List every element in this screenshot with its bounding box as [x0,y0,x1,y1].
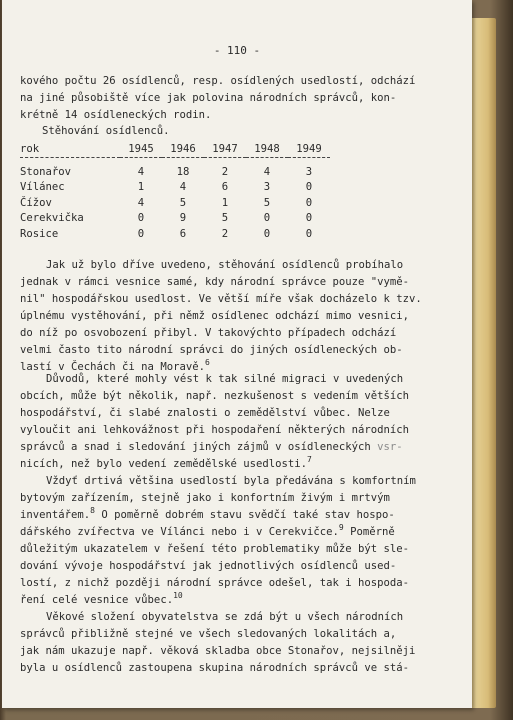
village-name: Rosice [20,227,59,240]
text-line: důležitým ukazatelem v řešení této problematiky může být sle- [20,543,410,555]
text-line [20,440,403,455]
table-cell: 1 [221,196,229,209]
table-cell: 0 [305,212,313,225]
table-cell: 0 [305,227,313,240]
table-row [20,195,330,211]
text-line: Vždyť drtivá většina usedlostí byla předávána s komfortním [46,475,416,487]
table-cell: 4 [179,181,187,194]
text-span: správců a snad i sledování jiných zájmů v osídleneckých [20,441,378,453]
text-line: obcích, může být několik, např. nezkušenost s vedením větších [20,390,410,402]
text-span: ření celé vesnice vůbec. [20,594,174,606]
faint-text: vsr- [377,441,403,453]
table-cell: 4 [263,165,271,178]
table-cell: 5 [221,212,229,225]
table-cell: 6 [221,181,229,194]
table-cell: 2 [221,227,229,240]
text-line: Důvodů, které mohly vést k tak silné migraci v uvedených [46,373,404,385]
text-span: dářského zvířectva ve Vílánci nebo i v Cerekvičce. [20,526,339,538]
table-header-label: rok [20,143,40,155]
table-row [20,158,330,180]
table-cell: 0 [263,227,271,240]
text-span: Poměrně [343,526,395,538]
text-line [20,593,183,608]
migration-table [20,141,330,242]
table-row [20,226,330,242]
village-name: Cerekvička [20,212,84,225]
text-line: kového počtu 26 osídlenců, resp. osídlených usedlostí, odchází [20,75,416,87]
text-line: jednak v rámci vesnice samé, kdy národní správce pouze "vymě- [20,276,410,288]
text-line: do níž po osvobození přibyl. V takovýchto případech odchází [20,327,397,339]
text-span: O poměrně dobrém stavu svědčí také stav hospo- [95,509,395,521]
table-header-row [20,141,330,158]
table-cell: 6 [179,227,187,240]
text-line [20,457,312,472]
village-name: Stonařov [20,165,72,178]
text-line: hospodářství, či slabé znalosti o zemědělství vůbec. Nelze [20,407,390,419]
text-line: krétně 14 osídleneckých rodin. [20,109,212,121]
year-header: 1948 [254,143,280,155]
page-number: - 110 - [213,44,261,57]
table-cell: 4 [137,165,145,178]
year-header: 1949 [296,143,322,155]
table-cell: 5 [179,196,187,209]
table-cell: 0 [305,181,313,194]
year-header: 1947 [212,143,238,155]
table-cell: 9 [179,212,187,225]
text-line: Jak už bylo dříve uvedeno, stěhování osídlenců probíhalo [46,259,404,271]
text-line: byla u osídlenců zastoupena skupina národních správců ve stá- [20,662,410,674]
text-line: dování vývoje hospodářství jak jednotlivých osídlenců used- [20,560,397,572]
footnote-ref: 7 [307,455,312,464]
text-span: nicích, než bylo vedení zemědělské usedlosti. [20,458,308,470]
table-row [20,211,330,227]
text-line: úplnému vystěhování, při němž osídlenec odchází mimo vesnici, [20,310,410,322]
village-name: Vílánec [20,181,65,194]
footnote-ref: 8 [90,506,95,515]
table-cell: 3 [305,165,313,178]
text-line: nil" hospodářskou usedlost. Ve větší míře však docházelo k tzv. [20,293,422,305]
table-cell: 0 [305,196,313,209]
text-line: lostí, z nichž později národní správce odešel, tak i hospoda- [20,577,410,589]
footnote-ref: 9 [338,523,344,532]
text-span: lastí v Čechách či na Moravě. [20,361,205,373]
footnote-ref: 6 [204,358,210,367]
table-cell: 1 [137,181,145,194]
table-caption: Stěhování osídlenců. [42,125,170,137]
table-cell: 0 [137,212,145,225]
text-line: správců přibližně stejné ve všech sledovaných lokalitách a, [20,628,397,640]
text-line: na jiné působiště více jak polovina národních správců, kon- [20,92,397,104]
text-line: Věkové složení obyvatelstva se zdá být u všech národních [46,611,404,623]
table-cell: 0 [263,212,271,225]
text-line: velmi často tito národní správci do jiných osídleneckých ob- [20,344,403,356]
document-page [2,0,472,708]
text-line [20,508,395,523]
text-line: vyloučit ani lehkovážnost při hospodaření některých národních [20,424,410,436]
table-cell: 0 [137,227,145,240]
table-cell: 2 [221,165,229,178]
text-line: bytovým zařízením, stejně jako i konfortním živým i mrtvým [20,492,390,504]
text-span: inventářem. [20,509,91,521]
table-cell: 3 [263,181,271,194]
table-cell: 4 [137,196,145,209]
text-line: jak nám ukazuje např. věková skladba obce Stonařov, nejsilněji [20,645,416,657]
year-header: 1945 [128,143,154,155]
table-cell: 5 [263,196,271,209]
table-row [20,180,330,196]
footnote-ref: 10 [173,591,183,600]
village-name: Čížov [20,196,52,209]
year-header: 1946 [170,143,196,155]
text-line [20,525,395,540]
table-cell: 18 [176,165,190,178]
